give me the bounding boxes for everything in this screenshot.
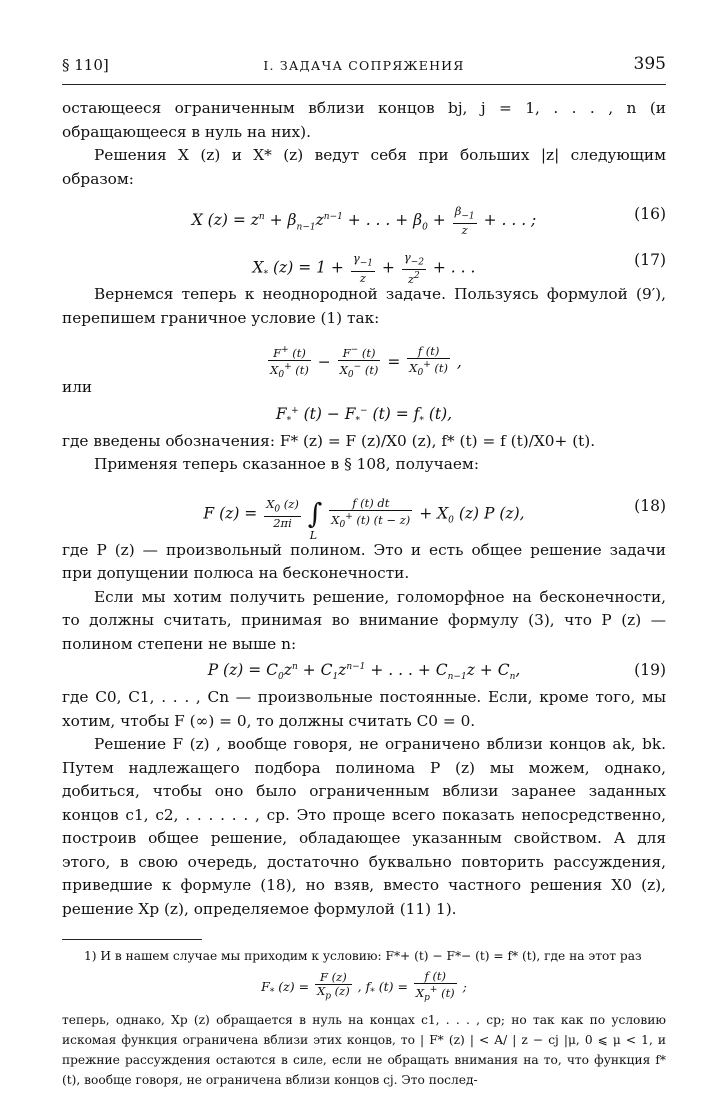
paragraph-9: Решение F (z) , вообще говоря, не ограничено вблизи концов ak, bk. Путем надлежащего подбора полинома P (z) мы можем, однако, добиться, чтобы оно было ограниченным вблизи заранее заданных концов c1, c2, . . . . . . , cp. Это проще всего показать непосредственно, построив общее решение, обладающее указанным свойством. А для этого, в свою очередь, достаточно буквально повторить рассуждения, приведшие к формуле (18), но взяв, вместо частного решения X0 (z), решение Xp (z), определяемое формулой (11) 1). [62, 735, 666, 918]
paragraph-3: Вернемся теперь к неоднородной задаче. Пользуясь формулой (9′), перепишем граничное условие (1) так: [62, 285, 666, 327]
page-number: 395 [633, 54, 666, 74]
equation-boundary-2: $F_*^+$ $(t) - F_*^-$ $(t) = f_*$ (t), [275, 404, 453, 426]
footnote-equation: $F_*$ (z) = $\frac{F (z)}{X_p (z)}$ , $f_*$ (t) = $\frac{f (t)}{X_p^+ (t)}$ ; [261, 969, 467, 1004]
header-section: § 110] [62, 56, 109, 74]
paragraph-2: Решения X (z) и X* (z) ведут себя при больших |z| следующим образом: [62, 146, 666, 188]
running-header [62, 56, 666, 82]
paragraph-7: Если мы хотим получить решение, голоморфное на бесконечности, то должны считать, принимая во внимание формулу (3), что P (z) — полином степени не выше n: [62, 587, 666, 653]
equation-16: X $(z) = z^n + \beta_{n-1}z^{n-1}$ + . . . + $\beta_0$ + $\frac{\beta_{-1}}{z}$ + . . . ; (16) [191, 204, 666, 238]
paragraph-6: где P (z) — произвольный полином. Это и есть общее решение задачи при допущении полюса на бесконечности. [62, 540, 666, 582]
footnote-2: теперь, однако, Xp (z) обращается в нуль на концах c1, . . . , cp; но так как по условию искомая функция ограничена вблизи этих концов, то | F* (z) | < A/ | z − cj |μ, 0 ⩽ μ < 1, и прежние рассуждения остаются в силе, если не обращать внимания на то, что функция f* (t), вообще говоря, не ограничена вблизи концов cj. Это послед- [62, 1013, 666, 1087]
paragraph-1: остающееся ограниченным вблизи концов bj, j = 1, . . . , n (и обращающееся в нуль на них). [62, 99, 666, 141]
header-title: I. ЗАДАЧА СОПРЯЖЕНИЯ [263, 58, 465, 73]
equation-18: F (z) = $\frac{X_0 (z)}{2\pi i}$ ∫ L $\frac{f (t) dt}{X_0^+ (t) (t - z)}$ + $X_0$ (z) P (z), (18) [203, 495, 666, 542]
footnote-rule [62, 939, 202, 940]
footnote-1: 1) И в нашем случае мы приходим к условию: F*+ (t) − F*− (t) = f* (t), где на этот раз [84, 949, 642, 963]
equation-19-number: (19) [634, 661, 666, 679]
book-page [62, 56, 666, 1090]
paragraph-5: Применяя теперь сказанное в § 108, получаем: [94, 455, 479, 473]
equation-18-number: (18) [634, 496, 666, 515]
equation-19: P $(z) = C_0z^n + C_1z^{n-1}$ + . . . + $C_{n-1}z + C_n$, (19) [207, 661, 666, 683]
paragraph-8: где C0, C1, . . . , Cn — произвольные постоянные. Если, кроме того, мы хотим, чтобы F (∞) = 0, то должны считать C0 = 0. [62, 688, 666, 730]
equation-17-number: (17) [634, 251, 666, 269]
paragraph-4: где введены обозначения: F* (z) = F (z)/X0 (z), f* (t) = f (t)/X0+ (t). [62, 431, 596, 450]
equation-17: $X_*$ (z) = 1 + $\frac{\gamma_{-1}}{z}$ + $\frac{\gamma_{-2}}{z^2}$ + . . . (17) [252, 250, 666, 287]
equation-boundary: $\frac{F^+ (t)}{X_0^+ (t)}$ − $\frac{F^- (t)}{X_0^- (t)}$ = $\frac{f (t)}{X_0^+ (t)}$ , [270, 344, 462, 380]
paragraph-ili: или [62, 378, 93, 396]
equation-16-number: (16) [634, 205, 666, 223]
